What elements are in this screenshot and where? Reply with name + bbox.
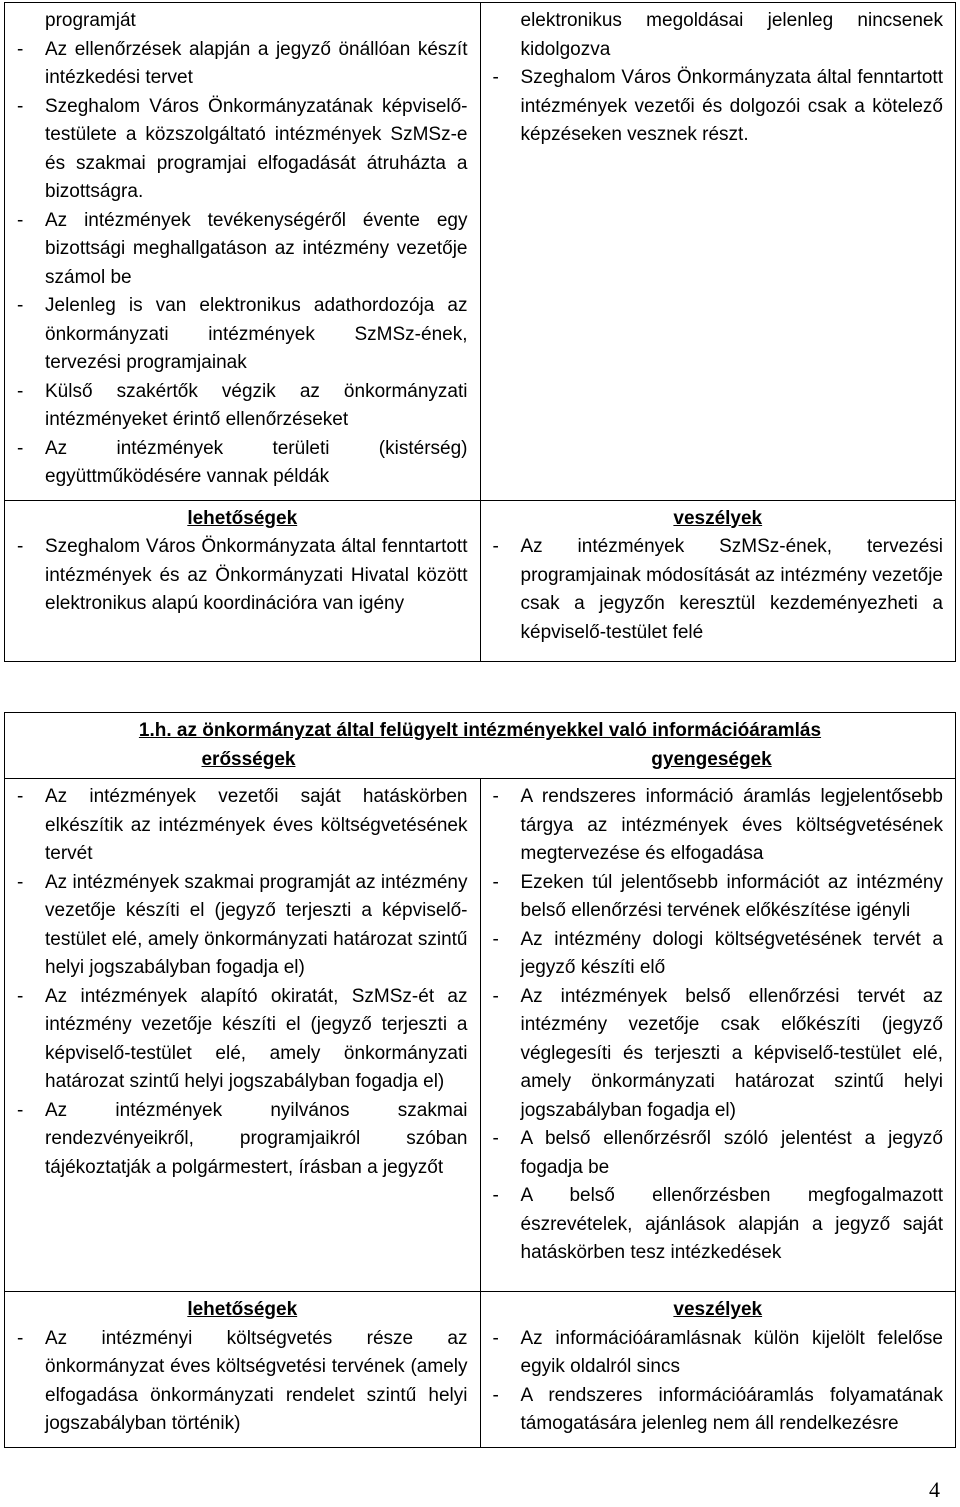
bullet-dash: -	[17, 295, 24, 316]
table-row	[5, 713, 956, 779]
bullet-dash: -	[17, 1099, 24, 1121]
bullet-dash: -	[17, 786, 24, 807]
list-item	[493, 926, 944, 983]
list-item-text: A belső ellenőrzésben megfogalmazott észrevételek, ajánlások alapján a jegyző saját hatáskörben tesz intézkedések	[520, 1185, 943, 1263]
bullet-dash: -	[17, 985, 24, 1007]
continued-text: elektronikus megoldásai jelenleg nincsenek kidolgozva	[520, 10, 943, 60]
bullet-dash: -	[17, 1327, 24, 1349]
bullet-list	[493, 1325, 944, 1439]
list-item	[17, 292, 468, 378]
bullet-dash: -	[492, 928, 499, 950]
list-item-text: Az intézmények vezetői saját hatáskörben elkészítik az intézmények éves költségvetésének tervét	[45, 786, 468, 864]
bullet-list	[17, 1325, 468, 1439]
swot-table-continued	[4, 2, 956, 662]
list-item-text: Az információáramlásnak külön kijelölt felelőse egyik oldalról sincs	[520, 1327, 943, 1377]
bullet-dash: -	[492, 871, 499, 893]
bullet-dash: -	[17, 209, 24, 231]
bullet-dash: -	[492, 1128, 499, 1149]
list-item	[493, 64, 944, 150]
list-item-text: Az intézmények nyilvános szakmai rendezvényeikről, programjaikról szóban tájékoztatják a polgármestert, írásban a jegyzőt	[45, 1099, 468, 1178]
table-cell	[480, 1292, 956, 1448]
bullet-dash: -	[17, 871, 24, 893]
bullet-dash: -	[492, 985, 499, 1007]
list-item	[17, 783, 468, 869]
section-title: 1.h. az önkormányzat által felügyelt intézményekkel való információáramlás	[138, 720, 822, 741]
list-item-text: Szeghalom Város Önkormányzatának képviselő-testülete a közszolgáltató intézmények SzMSz-e és szakmai programjai elfogadását átruházta a bizottságra.	[45, 95, 468, 202]
table-row	[5, 3, 956, 501]
list-item	[493, 783, 944, 869]
list-item	[17, 1097, 468, 1183]
list-item	[493, 983, 944, 1126]
section-heading: veszélyek	[673, 1299, 763, 1320]
list-item	[17, 1325, 468, 1439]
table-cell	[5, 1292, 481, 1448]
table-cell	[480, 500, 956, 661]
list-item	[17, 378, 468, 435]
list-item	[17, 435, 468, 492]
list-item-text: A belső ellenőrzésről szóló jelentést a jegyző fogadja be	[520, 1128, 943, 1178]
list-item-text: Külső szakértők végzik az önkormányzati intézményeket érintő ellenőrzéseket	[45, 380, 468, 430]
list-item-text: Az intézmény dologi költségvetésének tervét a jegyző készíti elő	[520, 928, 943, 978]
list-item-text: Az intézmények SzMSz-ének, tervezési programjainak módosítását az intézmény vezetője csak a jegyzőn keresztül kezdeményezheti a képviselő-testület felé	[520, 536, 943, 643]
list-item	[493, 1125, 944, 1182]
list-item-text: Szeghalom Város Önkormányzata által fenntartott intézmények és az Önkormányzati Hivatal között elektronikus alapú koordinációra van igény	[45, 536, 468, 614]
list-item-text: A rendszeres információ áramlás legjelentősebb tárgya az intézmények éves költségvetésének megtervezése és elfogadása	[520, 786, 943, 864]
list-item	[493, 869, 944, 926]
list-item-text: A rendszeres információáramlás folyamatának támogatására jelenleg nem áll rendelkezésre	[520, 1384, 943, 1434]
list-item-text: Szeghalom Város Önkormányzata által fenntartott intézmények vezetői és dolgozói csak a kötelező képzéseken vesznek részt.	[520, 67, 943, 145]
bullet-list	[493, 64, 944, 150]
bullet-dash: -	[17, 38, 24, 60]
bullet-list	[17, 36, 468, 492]
list-item-text: Az intézmények tevékenységéről évente egy bizottsági meghallgatáson az intézmény vezetője számol be	[45, 209, 468, 288]
list-item-text: Az intézmények alapító okiratát, SzMSz-ét az intézmény vezetője készíti el (jegyző terjeszti a képviselő-testület elé, amely önkormányzati határozat szintű helyi jogszabályban fogadja el)	[45, 985, 468, 1092]
bullet-list	[493, 783, 944, 1268]
section-heading: lehetőségek	[187, 1299, 298, 1320]
list-item	[493, 1325, 944, 1382]
table-row	[5, 1292, 956, 1448]
table-cell	[5, 500, 481, 661]
section-heading: lehetőségek	[187, 507, 298, 529]
bullet-dash: -	[492, 67, 499, 88]
section-heading: erősségek	[201, 748, 296, 770]
bullet-dash: -	[492, 786, 499, 807]
table-cell	[5, 779, 481, 1292]
list-item-text: Az intézmények szakmai programját az intézmény vezetője készíti el (jegyző terjeszti a képviselő-testület elé, amely önkormányzati határozat szintű helyi jogszabályban fogadja el)	[45, 871, 468, 978]
list-item	[17, 207, 468, 293]
bullet-dash: -	[17, 437, 24, 459]
list-item	[493, 1382, 944, 1439]
table-row	[5, 779, 956, 1292]
table-cell	[5, 713, 956, 779]
list-item	[17, 533, 468, 619]
section-heading: gyengeségek	[651, 748, 772, 770]
list-item	[493, 533, 944, 647]
continued-text: programját	[45, 10, 136, 31]
bullet-dash: -	[492, 1384, 499, 1406]
bullet-list	[493, 533, 944, 647]
table-row	[5, 500, 956, 661]
list-item	[17, 983, 468, 1097]
bullet-list	[17, 533, 468, 619]
bullet-dash: -	[17, 380, 24, 402]
list-item-text: Az intézmények belső ellenőrzési tervét az intézmény vezetője csak előkészíti (jegyző véglegesíti és terjeszti a képviselő-testület elé, amely önkormányzati határozat szintű helyi jogszabályban fogadja el)	[520, 985, 943, 1121]
table-cell	[480, 3, 956, 501]
list-item-text: Az intézmények területi (kistérség) együttműködésére vannak példák	[45, 437, 468, 487]
bullet-dash: -	[17, 536, 24, 557]
list-item	[17, 36, 468, 93]
swot-table-information-flow	[4, 712, 956, 1448]
bullet-dash: -	[492, 536, 499, 557]
table-cell	[480, 779, 956, 1292]
table-cell	[5, 3, 481, 501]
section-heading: veszélyek	[673, 507, 763, 529]
list-item-text: Az intézményi költségvetés része az önkormányzat éves költségvetési tervének (amely elfogadása önkormányzati rendelet szintű helyi jogszabályban történik)	[45, 1327, 468, 1434]
list-item	[493, 1182, 944, 1268]
list-item	[17, 93, 468, 207]
bullet-list	[17, 783, 468, 1182]
list-item	[17, 869, 468, 983]
bullet-dash: -	[492, 1327, 499, 1349]
list-item-text: Ezeken túl jelentősebb információt az intézmény belső ellenőrzési tervének előkészítése igényli	[520, 871, 943, 921]
page-number: 4	[929, 1477, 940, 1502]
bullet-dash: -	[17, 95, 24, 117]
list-item-text: Az ellenőrzések alapján a jegyző önállóan készít intézkedési tervet	[45, 38, 468, 88]
bullet-dash: -	[492, 1185, 499, 1206]
list-item-text: Jelenleg is van elektronikus adathordozója az önkormányzati intézmények SzMSz-ének, tervezési programjainak	[45, 295, 468, 373]
